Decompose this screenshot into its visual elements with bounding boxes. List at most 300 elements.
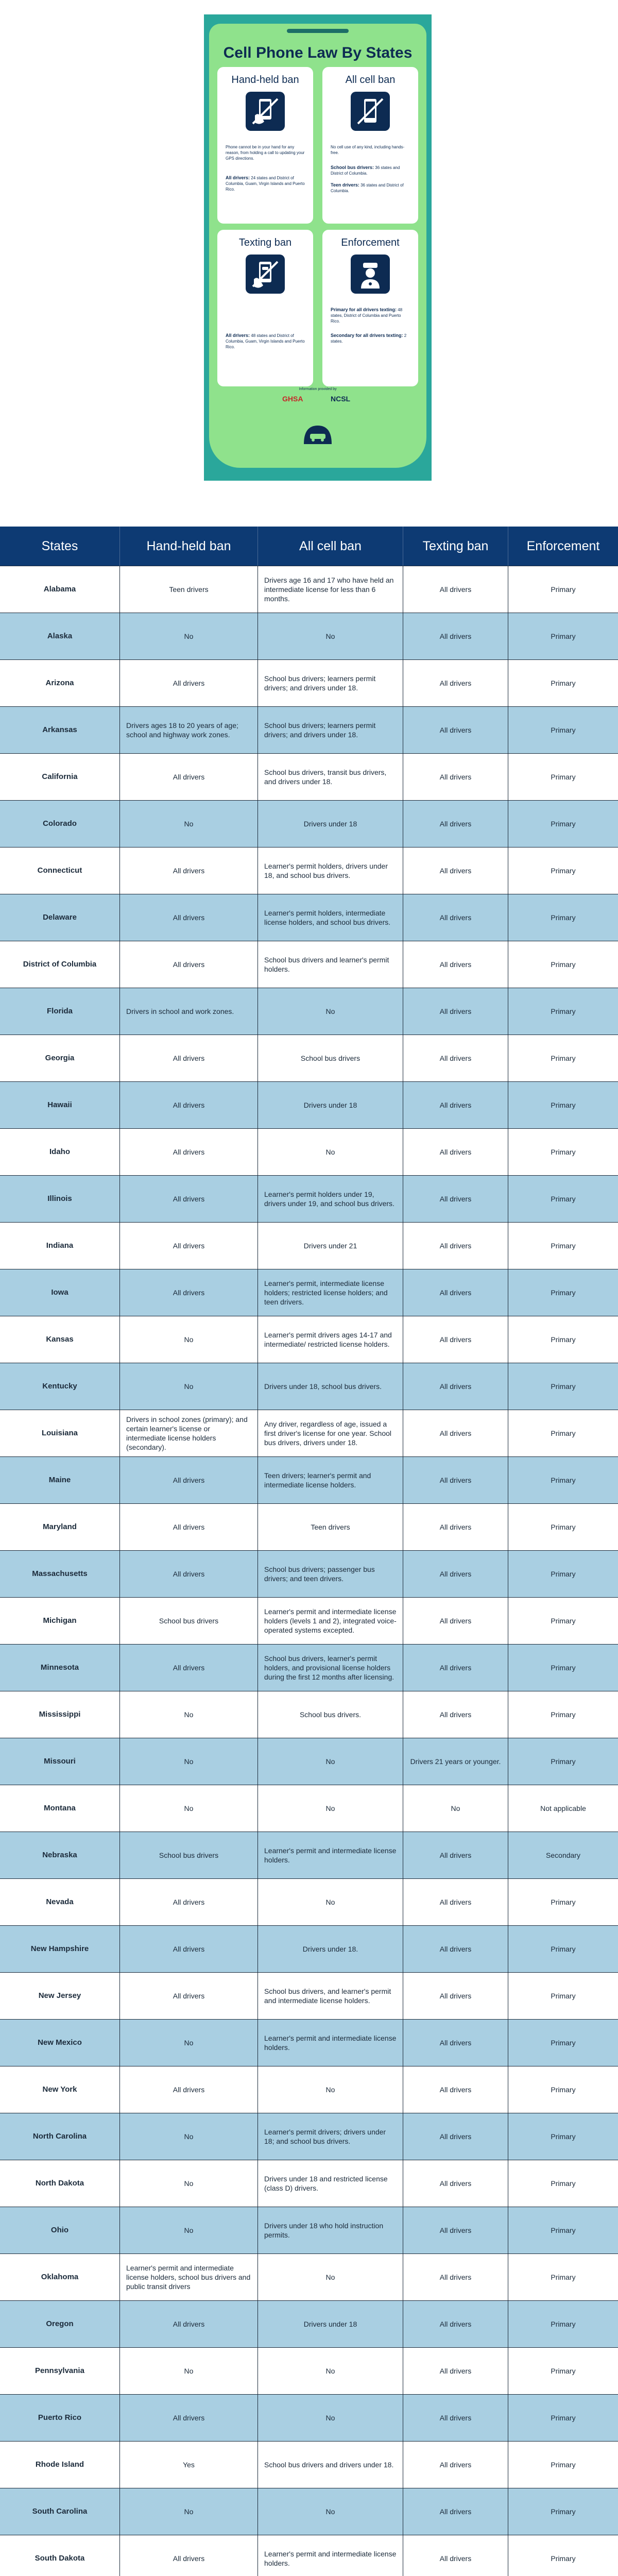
texting-ban-cell: All drivers bbox=[403, 2395, 508, 2441]
stat-value: 2 states. bbox=[331, 333, 407, 344]
enforcement-cell: Primary bbox=[508, 2442, 618, 2488]
hand-held-ban-cell: No bbox=[119, 2160, 258, 2207]
enforcement-cell: Primary bbox=[508, 848, 618, 894]
hand-held-ban-cell: Teen drivers bbox=[119, 566, 258, 613]
all-cell-ban-cell: Learner's permit holders, intermediate license holders, and school bus drivers. bbox=[258, 894, 403, 941]
table-row bbox=[0, 1925, 618, 1972]
enforcement-cell: Primary bbox=[508, 2207, 618, 2253]
table-row bbox=[0, 2160, 618, 2207]
all-cell-ban-cell: No bbox=[258, 2066, 403, 2113]
hand-held-ban-cell: All drivers bbox=[119, 2535, 258, 2576]
table-row bbox=[0, 1550, 618, 1597]
hand-held-ban-cell: All drivers bbox=[119, 1551, 258, 1597]
hand-held-ban-cell: No bbox=[119, 1691, 258, 1738]
enforcement-cell: Primary bbox=[508, 613, 618, 659]
all-cell-ban-cell: School bus drivers and drivers under 18. bbox=[258, 2442, 403, 2488]
table-row bbox=[0, 2347, 618, 2394]
poster-title: Cell Phone Law By States bbox=[223, 44, 413, 61]
state-name-cell: North Carolina bbox=[32, 2132, 87, 2141]
texting-ban-cell: All drivers bbox=[403, 1879, 508, 1925]
table-row bbox=[0, 1644, 618, 1691]
table-row bbox=[0, 800, 618, 847]
texting-ban-cell: No bbox=[403, 1785, 508, 1832]
enforcement-cell: Primary bbox=[508, 2066, 618, 2113]
enforcement-cell: Primary bbox=[508, 2348, 618, 2394]
hand-held-ban-cell: School bus drivers bbox=[119, 1832, 258, 1878]
poster-card bbox=[209, 24, 426, 468]
hand-held-ban-cell: All drivers bbox=[119, 660, 258, 706]
stat-value: 48 states and District of Columbia, Guam, Virgin Islands and Puerto Rico. bbox=[226, 333, 305, 349]
ghsa-logo: GHSA bbox=[282, 395, 303, 403]
enforcement-cell: Secondary bbox=[508, 1832, 618, 1878]
header-all-cell-ban: All cell ban bbox=[258, 527, 403, 566]
enforcement-cell: Primary bbox=[508, 566, 618, 613]
stat-label: All drivers: bbox=[226, 333, 250, 338]
texting-ban-cell: All drivers bbox=[403, 2066, 508, 2113]
table-row bbox=[0, 1410, 618, 1456]
all-cell-ban-cell: School bus drivers; passenger bus drivers; and teen drivers. bbox=[258, 1551, 403, 1597]
panel-title: Enforcement bbox=[341, 237, 400, 248]
enforcement-cell: Primary bbox=[508, 1926, 618, 1972]
state-name-cell: Florida bbox=[46, 1007, 73, 1015]
state-name-cell: Nebraska bbox=[42, 1851, 77, 1859]
enforcement-cell: Primary bbox=[508, 2535, 618, 2576]
state-name-cell: Arkansas bbox=[42, 725, 77, 734]
all-cell-ban-cell: School bus drivers, and learner's permit and intermediate license holders. bbox=[258, 1973, 403, 2019]
panel-stat-2 bbox=[331, 333, 411, 344]
hand-held-ban-cell: All drivers bbox=[119, 1879, 258, 1925]
hand-held-ban-cell: All drivers bbox=[119, 2395, 258, 2441]
state-name-cell: Idaho bbox=[49, 1147, 70, 1156]
header-hand-held-ban: Hand-held ban bbox=[119, 527, 258, 566]
enforcement-cell: Primary bbox=[508, 1269, 618, 1316]
state-name-cell: Rhode Island bbox=[35, 2460, 84, 2469]
all-cell-ban-cell: Drivers under 18. bbox=[258, 1926, 403, 1972]
all-cell-ban-cell: Learner's permit and intermediate license holders. bbox=[258, 1832, 403, 1878]
enforcement-cell: Primary bbox=[508, 1082, 618, 1128]
enforcement-cell: Primary bbox=[508, 2254, 618, 2300]
stat-value: 36 states and District of Columbia. bbox=[331, 183, 404, 193]
hand-held-ban-cell: No bbox=[119, 2020, 258, 2066]
texting-ban-cell: All drivers bbox=[403, 2207, 508, 2253]
enforcement-cell: Primary bbox=[508, 1645, 618, 1691]
hand-held-ban-cell: Learner's permit and intermediate license holders, school bus drivers and public transit drivers bbox=[119, 2254, 258, 2300]
enforcement-cell: Primary bbox=[508, 754, 618, 800]
hand-held-ban-cell: No bbox=[119, 801, 258, 847]
texting-ban-cell: All drivers bbox=[403, 1598, 508, 1644]
enforcement-cell: Primary bbox=[508, 1879, 618, 1925]
state-name-cell: Mississippi bbox=[39, 1710, 81, 1719]
table-row bbox=[0, 1035, 618, 1081]
state-name-cell: Maryland bbox=[43, 1522, 77, 1531]
stat-label: Primary for all drivers texting: bbox=[331, 307, 397, 312]
state-name-cell: Nevada bbox=[46, 1897, 74, 1906]
state-name-cell: Michigan bbox=[43, 1616, 77, 1625]
enforcement-cell: Primary bbox=[508, 2301, 618, 2347]
hand-held-ban-cell: Drivers in school zones (primary); and certain learner's license or intermediate license holders (secondary). bbox=[119, 1410, 258, 1456]
table-row bbox=[0, 2535, 618, 2576]
state-name-cell: New Jersey bbox=[38, 1991, 81, 2000]
state-name-cell: Ohio bbox=[50, 2226, 69, 2234]
hand-held-ban-cell: All drivers bbox=[119, 2066, 258, 2113]
all-cell-ban-cell: Learner's permit and intermediate license holders. bbox=[258, 2535, 403, 2576]
all-cell-ban-cell: Learner's permit drivers ages 14-17 and intermediate/ restricted license holders. bbox=[258, 1316, 403, 1363]
all-cell-ban-cell: Teen drivers bbox=[258, 1504, 403, 1550]
texting-ban-cell: All drivers bbox=[403, 1832, 508, 1878]
table-row bbox=[0, 1222, 618, 1269]
enforcement-cell: Primary bbox=[508, 2488, 618, 2535]
all-cell-ban-cell: No bbox=[258, 1785, 403, 1832]
state-name-cell: District of Columbia bbox=[23, 960, 97, 969]
texting-ban-cell: All drivers bbox=[403, 1223, 508, 1269]
texting-ban-cell: All drivers bbox=[403, 1926, 508, 1972]
table-row bbox=[0, 2207, 618, 2253]
texting-ban-cell: All drivers bbox=[403, 2113, 508, 2160]
state-name-cell: Maine bbox=[48, 1476, 71, 1484]
table-row bbox=[0, 1456, 618, 1503]
all-cell-ban-cell: Learner's permit, intermediate license holders; restricted license holders; and teen drivers. bbox=[258, 1269, 403, 1316]
all-cell-ban-cell: School bus drivers, learner's permit holders, and provisional license holders during the first 12 months after licensing. bbox=[258, 1645, 403, 1691]
enforcement-cell: Primary bbox=[508, 2395, 618, 2441]
texting-ban-cell: All drivers bbox=[403, 2348, 508, 2394]
state-name-cell: Illinois bbox=[47, 1194, 72, 1203]
state-name-cell: New Mexico bbox=[38, 2038, 82, 2047]
all-cell-ban-cell: No bbox=[258, 2254, 403, 2300]
hand-held-ban-cell: No bbox=[119, 1363, 258, 1410]
panel-description: Phone cannot be in your hand for any reason, from holding a call to updating your GPS directions. bbox=[226, 145, 305, 161]
enforcement-cell: Primary bbox=[508, 2020, 618, 2066]
table-row bbox=[0, 1972, 618, 2019]
panel-hand-held-ban bbox=[217, 67, 313, 224]
table-header-row bbox=[0, 527, 618, 566]
state-name-cell: Oklahoma bbox=[41, 2273, 79, 2281]
table-row bbox=[0, 2253, 618, 2300]
header-states: States bbox=[41, 539, 78, 553]
enforcement-cell: Primary bbox=[508, 1973, 618, 2019]
enforcement-cell: Primary bbox=[508, 1363, 618, 1410]
enforcement-cell: Primary bbox=[508, 1457, 618, 1503]
panel-description: No cell use of any kind, including hands-free. bbox=[331, 145, 405, 155]
all-cell-ban-cell: No bbox=[258, 2395, 403, 2441]
hand-held-ban-cell: No bbox=[119, 2348, 258, 2394]
all-cell-ban-cell: School bus drivers; learners permit drivers; and drivers under 18. bbox=[258, 707, 403, 753]
table-row bbox=[0, 566, 618, 613]
texting-ban-cell: All drivers bbox=[403, 1551, 508, 1597]
header-enforcement: Enforcement bbox=[508, 527, 618, 566]
texting-ban-cell: All drivers bbox=[403, 1457, 508, 1503]
texting-ban-cell: All drivers bbox=[403, 660, 508, 706]
stat-value: 36 states and District of Columbia. bbox=[331, 165, 400, 176]
hand-held-ban-cell: All drivers bbox=[119, 848, 258, 894]
stat-label: School bus drivers: bbox=[331, 165, 374, 170]
table-row bbox=[0, 1175, 618, 1222]
hand-held-phone-icon bbox=[246, 92, 285, 131]
hand-held-ban-cell: No bbox=[119, 2113, 258, 2160]
texting-phone-icon bbox=[246, 255, 285, 294]
table-row bbox=[0, 1785, 618, 1832]
hand-held-ban-cell: All drivers bbox=[119, 1926, 258, 1972]
hand-held-ban-cell: No bbox=[119, 1316, 258, 1363]
panel-title: Hand-held ban bbox=[231, 74, 299, 86]
table-row bbox=[0, 1316, 618, 1363]
texting-ban-cell: Drivers 21 years or younger. bbox=[403, 1738, 508, 1785]
state-name-cell: Colorado bbox=[43, 819, 77, 828]
table-row bbox=[0, 988, 618, 1035]
table-row bbox=[0, 1691, 618, 1738]
enforcement-cell: Primary bbox=[508, 1316, 618, 1363]
poster-stripe bbox=[287, 29, 349, 33]
all-cell-ban-cell: Drivers under 18 who hold instruction permits. bbox=[258, 2207, 403, 2253]
all-cell-ban-cell: Any driver, regardless of age, issued a first driver's license for one year. School bus drivers, drivers under 18. bbox=[258, 1410, 403, 1456]
ncsl-logo: NCSL bbox=[331, 395, 351, 403]
hand-held-ban-cell: Drivers ages 18 to 20 years of age; school and highway work zones. bbox=[119, 707, 258, 753]
table-row bbox=[0, 1832, 618, 1878]
enforcement-cell: Primary bbox=[508, 1598, 618, 1644]
all-cell-ban-cell: Drivers under 18, school bus drivers. bbox=[258, 1363, 403, 1410]
all-cell-ban-cell: No bbox=[258, 1129, 403, 1175]
texting-ban-cell: All drivers bbox=[403, 707, 508, 753]
texting-ban-cell: All drivers bbox=[403, 2535, 508, 2576]
hand-held-ban-cell: No bbox=[119, 1738, 258, 1785]
all-cell-ban-cell: Drivers under 18 bbox=[258, 1082, 403, 1128]
texting-ban-cell: All drivers bbox=[403, 2442, 508, 2488]
table-row bbox=[0, 2394, 618, 2441]
stat-value: 24 states and District of Columbia, Guam, Virgin Islands and Puerto Rico. bbox=[226, 176, 305, 192]
enforcement-cell: Not applicable bbox=[508, 1785, 618, 1832]
table-row bbox=[0, 2488, 618, 2535]
table-row bbox=[0, 1738, 618, 1785]
texting-ban-cell: All drivers bbox=[403, 613, 508, 659]
texting-ban-cell: All drivers bbox=[403, 848, 508, 894]
enforcement-cell: Primary bbox=[508, 2113, 618, 2160]
enforcement-cell: Primary bbox=[508, 941, 618, 988]
state-name-cell: Missouri bbox=[44, 1757, 76, 1766]
table-row bbox=[0, 941, 618, 988]
panel-stat bbox=[226, 175, 306, 192]
hand-held-ban-cell: All drivers bbox=[119, 2301, 258, 2347]
all-cell-ban-cell: No bbox=[258, 988, 403, 1035]
table-row bbox=[0, 847, 618, 894]
table-row bbox=[0, 2066, 618, 2113]
poster-credit: Information provided by bbox=[299, 387, 337, 391]
texting-ban-cell: All drivers bbox=[403, 1645, 508, 1691]
enforcement-cell: Primary bbox=[508, 988, 618, 1035]
stat-label: All drivers: bbox=[226, 175, 250, 180]
table-row bbox=[0, 1269, 618, 1316]
texting-ban-cell: All drivers bbox=[403, 1363, 508, 1410]
hand-held-ban-cell: No bbox=[119, 613, 258, 659]
hand-held-ban-cell: All drivers bbox=[119, 1269, 258, 1316]
hand-held-ban-cell: All drivers bbox=[119, 1457, 258, 1503]
all-cell-ban-cell: School bus drivers and learner's permit holders. bbox=[258, 941, 403, 988]
enforcement-cell: Primary bbox=[508, 1738, 618, 1785]
no-phone-icon bbox=[351, 92, 390, 131]
police-officer-icon bbox=[351, 255, 390, 294]
all-cell-ban-cell: Drivers under 18 bbox=[258, 2301, 403, 2347]
all-cell-ban-cell: Drivers under 18 and restricted license (class D) drivers. bbox=[258, 2160, 403, 2207]
all-cell-ban-cell: Learner's permit holders under 19, drivers under 19, and school bus drivers. bbox=[258, 1176, 403, 1222]
enforcement-cell: Primary bbox=[508, 801, 618, 847]
hand-held-ban-cell: All drivers bbox=[119, 1645, 258, 1691]
table-row bbox=[0, 659, 618, 706]
enforcement-cell: Primary bbox=[508, 1691, 618, 1738]
enforcement-cell: Primary bbox=[508, 1035, 618, 1081]
texting-ban-cell: All drivers bbox=[403, 566, 508, 613]
state-name-cell: Iowa bbox=[51, 1288, 68, 1297]
table-row bbox=[0, 2300, 618, 2347]
enforcement-cell: Primary bbox=[508, 1223, 618, 1269]
all-cell-ban-cell: No bbox=[258, 2488, 403, 2535]
hand-held-ban-cell: School bus drivers bbox=[119, 1598, 258, 1644]
all-cell-ban-cell: School bus drivers. bbox=[258, 1691, 403, 1738]
hand-held-ban-cell: All drivers bbox=[119, 1082, 258, 1128]
state-name-cell: New York bbox=[42, 2085, 77, 2094]
panel-enforcement bbox=[322, 230, 418, 386]
enforcement-cell: Primary bbox=[508, 1410, 618, 1456]
table-row bbox=[0, 1878, 618, 1925]
all-cell-ban-cell: Learner's permit holders, drivers under 18, and school bus drivers. bbox=[258, 848, 403, 894]
infographic-poster bbox=[204, 14, 432, 481]
cell-phone-law-table bbox=[0, 527, 618, 2576]
state-name-cell: Alabama bbox=[43, 585, 76, 594]
texting-ban-cell: All drivers bbox=[403, 941, 508, 988]
hand-held-ban-cell: All drivers bbox=[119, 894, 258, 941]
table-row bbox=[0, 613, 618, 659]
state-name-cell: Alaska bbox=[47, 632, 73, 640]
enforcement-cell: Primary bbox=[508, 1504, 618, 1550]
hand-held-ban-cell: No bbox=[119, 2207, 258, 2253]
enforcement-cell: Primary bbox=[508, 2160, 618, 2207]
all-cell-ban-cell: School bus drivers, transit bus drivers, and drivers under 18. bbox=[258, 754, 403, 800]
all-cell-ban-cell: Drivers age 16 and 17 who have held an intermediate license for less than 6 months. bbox=[258, 566, 403, 613]
all-cell-ban-cell: School bus drivers bbox=[258, 1035, 403, 1081]
texting-ban-cell: All drivers bbox=[403, 1691, 508, 1738]
texting-ban-cell: All drivers bbox=[403, 801, 508, 847]
table-row bbox=[0, 894, 618, 941]
hand-held-ban-cell: All drivers bbox=[119, 754, 258, 800]
texting-ban-cell: All drivers bbox=[403, 2488, 508, 2535]
panel-stat bbox=[331, 307, 411, 324]
hand-held-ban-cell: Yes bbox=[119, 2442, 258, 2488]
state-name-cell: Connecticut bbox=[37, 866, 82, 875]
panel-title: All cell ban bbox=[345, 74, 396, 86]
enforcement-cell: Primary bbox=[508, 707, 618, 753]
all-cell-ban-cell: Drivers under 21 bbox=[258, 1223, 403, 1269]
table-row bbox=[0, 1597, 618, 1644]
state-name-cell: Hawaii bbox=[47, 1100, 72, 1109]
hand-held-ban-cell: All drivers bbox=[119, 1223, 258, 1269]
state-name-cell: Arizona bbox=[45, 679, 74, 687]
panel-title: Texting ban bbox=[238, 237, 292, 248]
table-row bbox=[0, 1503, 618, 1550]
texting-ban-cell: All drivers bbox=[403, 1082, 508, 1128]
texting-ban-cell: All drivers bbox=[403, 754, 508, 800]
table-row bbox=[0, 2019, 618, 2066]
header-texting-ban: Texting ban bbox=[403, 527, 508, 566]
all-cell-ban-cell: Learner's permit and intermediate license holders (levels 1 and 2), integrated voice-operated systems excepted. bbox=[258, 1598, 403, 1644]
panel-stat bbox=[331, 165, 411, 176]
table-row bbox=[0, 1081, 618, 1128]
texting-ban-cell: All drivers bbox=[403, 1269, 508, 1316]
state-name-cell: Minnesota bbox=[40, 1663, 79, 1672]
state-name-cell: Montana bbox=[44, 1804, 76, 1812]
state-name-cell: California bbox=[42, 772, 78, 781]
texting-ban-cell: All drivers bbox=[403, 1410, 508, 1456]
state-name-cell: North Dakota bbox=[35, 2179, 84, 2188]
hand-held-ban-cell: All drivers bbox=[119, 1176, 258, 1222]
stat-label: Teen drivers: bbox=[331, 182, 359, 188]
hand-held-ban-cell: All drivers bbox=[119, 941, 258, 988]
hand-held-ban-cell: No bbox=[119, 1785, 258, 1832]
enforcement-cell: Primary bbox=[508, 1129, 618, 1175]
state-name-cell: Indiana bbox=[46, 1241, 74, 1250]
stat-label: Secondary for all drivers texting: bbox=[331, 333, 403, 338]
texting-ban-cell: All drivers bbox=[403, 988, 508, 1035]
texting-ban-cell: All drivers bbox=[403, 894, 508, 941]
texting-ban-cell: All drivers bbox=[403, 2160, 508, 2207]
all-cell-ban-cell: No bbox=[258, 613, 403, 659]
hand-held-ban-cell: All drivers bbox=[119, 1035, 258, 1081]
state-name-cell: Kansas bbox=[46, 1335, 74, 1344]
panel-stat-2 bbox=[331, 182, 411, 194]
car-badge-icon bbox=[303, 423, 333, 444]
state-name-cell: Pennsylvania bbox=[35, 2366, 84, 2375]
hand-held-ban-cell: All drivers bbox=[119, 1129, 258, 1175]
hand-held-ban-cell: Drivers in school and work zones. bbox=[119, 988, 258, 1035]
table-row bbox=[0, 2441, 618, 2488]
state-name-cell: Massachusetts bbox=[32, 1569, 88, 1578]
all-cell-ban-cell: Learner's permit and intermediate license holders. bbox=[258, 2020, 403, 2066]
texting-ban-cell: All drivers bbox=[403, 2301, 508, 2347]
enforcement-cell: Primary bbox=[508, 660, 618, 706]
state-name-cell: Kentucky bbox=[42, 1382, 77, 1391]
texting-ban-cell: All drivers bbox=[403, 1316, 508, 1363]
state-name-cell: Delaware bbox=[43, 913, 77, 922]
table-body bbox=[0, 566, 618, 2576]
all-cell-ban-cell: Learner's permit drivers; drivers under 18; and school bus drivers. bbox=[258, 2113, 403, 2160]
state-name-cell: Oregon bbox=[46, 2319, 74, 2328]
all-cell-ban-cell: No bbox=[258, 1738, 403, 1785]
table-row bbox=[0, 753, 618, 800]
all-cell-ban-cell: Teen drivers; learner's permit and intermediate license holders. bbox=[258, 1457, 403, 1503]
all-cell-ban-cell: School bus drivers; learners permit drivers; and drivers under 18. bbox=[258, 660, 403, 706]
enforcement-cell: Primary bbox=[508, 1551, 618, 1597]
enforcement-cell: Primary bbox=[508, 894, 618, 941]
state-name-cell: Puerto Rico bbox=[38, 2413, 82, 2422]
texting-ban-cell: All drivers bbox=[403, 1129, 508, 1175]
enforcement-cell: Primary bbox=[508, 1176, 618, 1222]
table-row bbox=[0, 706, 618, 753]
texting-ban-cell: All drivers bbox=[403, 1504, 508, 1550]
table-row bbox=[0, 1128, 618, 1175]
panel-texting-ban bbox=[217, 230, 313, 386]
table-row bbox=[0, 1363, 618, 1410]
panel-all-cell-ban bbox=[322, 67, 418, 224]
all-cell-ban-cell: No bbox=[258, 2348, 403, 2394]
all-cell-ban-cell: Drivers under 18 bbox=[258, 801, 403, 847]
texting-ban-cell: All drivers bbox=[403, 2254, 508, 2300]
state-name-cell: South Dakota bbox=[35, 2554, 85, 2563]
state-name-cell: Louisiana bbox=[41, 1429, 78, 1437]
state-name-cell: South Carolina bbox=[32, 2507, 88, 2516]
texting-ban-cell: All drivers bbox=[403, 1176, 508, 1222]
hand-held-ban-cell: All drivers bbox=[119, 1504, 258, 1550]
hand-held-ban-cell: No bbox=[119, 2488, 258, 2535]
texting-ban-cell: All drivers bbox=[403, 2020, 508, 2066]
state-name-cell: Georgia bbox=[45, 1054, 75, 1062]
texting-ban-cell: All drivers bbox=[403, 1035, 508, 1081]
panel-stat bbox=[226, 333, 306, 350]
